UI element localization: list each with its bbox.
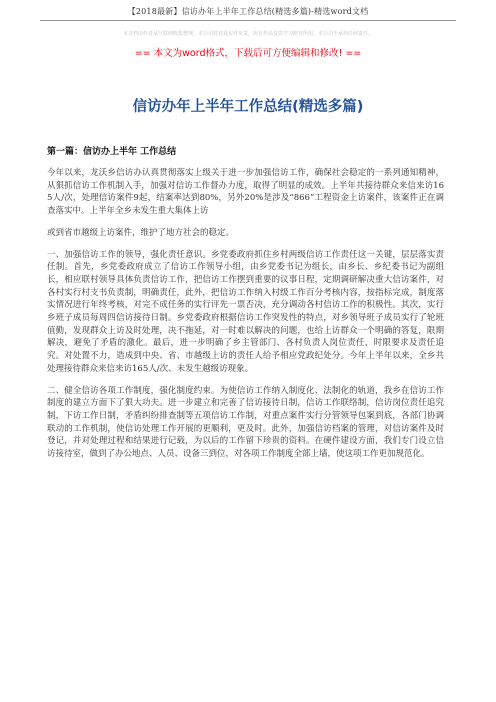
paragraph-section-two: 二、健全信访各项工作制度，强化制度约束。为使信访工作纳入制度化、法制化的轨道，我乡在信访工作制度的建立方面下了狠大功夫。进一步建立和完善了信访接待日制，信访工作联络制，信访岗位责任追究制，下访工作日制，矛盾纠纷排查制等五项信访工作制，对重点案件实行分管领导包案到底，各部门协调联动的工作机制，使信访处理工作开展的更顺利，更及时。此外，加强信访档案的管理，对信访案件及时登记，并对处理过程和结果进行记载，为以后的工作留下珍贵的资料。在硬件建设方面，我们专门设立信访接待室，做到了办公地点、人员、设备三到位，对各项工作制度全部上墙，使这项工作更加规范化。 xyxy=(47,385,444,460)
paragraph-intro: 今年以来，龙沃乡信访办认真贯彻落实上级关于进一步加强信访工作，确保社会稳定的一系列通知精神，从狠抓信访工作机制入手，加强对信访工作督办力度，取得了明显的成效。上半年共接待群众来信来访165人/次，处理信访案件9起，结案率达到80%，另外20%是涉及“866”工程资金上访案件，该案件正在调查落实中。上半年全乡未发生重大集体上访 xyxy=(47,168,444,217)
header-divider xyxy=(40,20,456,21)
document-title: 信访办年上半年工作总结(精选多篇) xyxy=(132,99,364,115)
disclaimer-text: 本文档由作者从互联网收集整理，本公司对其真实性负责，所有作品仅供学习研究所用，本公司不承担任何责任。 xyxy=(122,31,373,37)
header-title: 【2018最新】信访办年上半年工作总结(精选多篇)-精选word文档 xyxy=(127,7,369,16)
paragraph-section-one: 一、加强信访工作的领导，强化责任意识。乡党委政府抓住乡村两级信访工作责任这一关键，层层落实责任制。首先，乡党委政府成立了信访工作领导小组，由乡党委书记为组长，由乡长、乡纪委书记为副组长，相应联村领导具体负责信访工作，把信访工作摆到重要的议事日程，定期调研解决重大信访案件，对各村实行村支书负责制，明确责任，此外，把信访工作纳入村级工作百分考核内容，按指标完成，制度落实情况进行年终考核，对完不成任务的实行评先一票否决，充分调动各村信访工作的积极性。其次，实行乡班子成员每周四信访接待日制。乡党委政府根据信访工作突发性的特点，对乡领导班子成员实行了轮班值勤，发现群众上访及时处理，决不拖延，对一时难以解决的问题，也给上访群众一个明确的答复，限期解决，避免了矛盾的激化。最后，进一步明确了乡主管部门、各村负责人岗位责任，时限要求及责任追究。对处置不力，造成到中央、省、市越级上访的责任人给予相应党政纪处分。今年上半年以来，全乡共处理接待群众来信来访165人/次、未发生越级访现象。 xyxy=(47,249,444,374)
chapter-heading: 第一篇：信访办上半年 工作总结 xyxy=(47,147,177,157)
paragraph-continuation: 或到省市越级上访案件，维护了地方社会的稳定。 xyxy=(47,227,235,238)
edit-notice: == 本文为word格式，下载后可方便编辑和修改! == xyxy=(134,48,362,59)
